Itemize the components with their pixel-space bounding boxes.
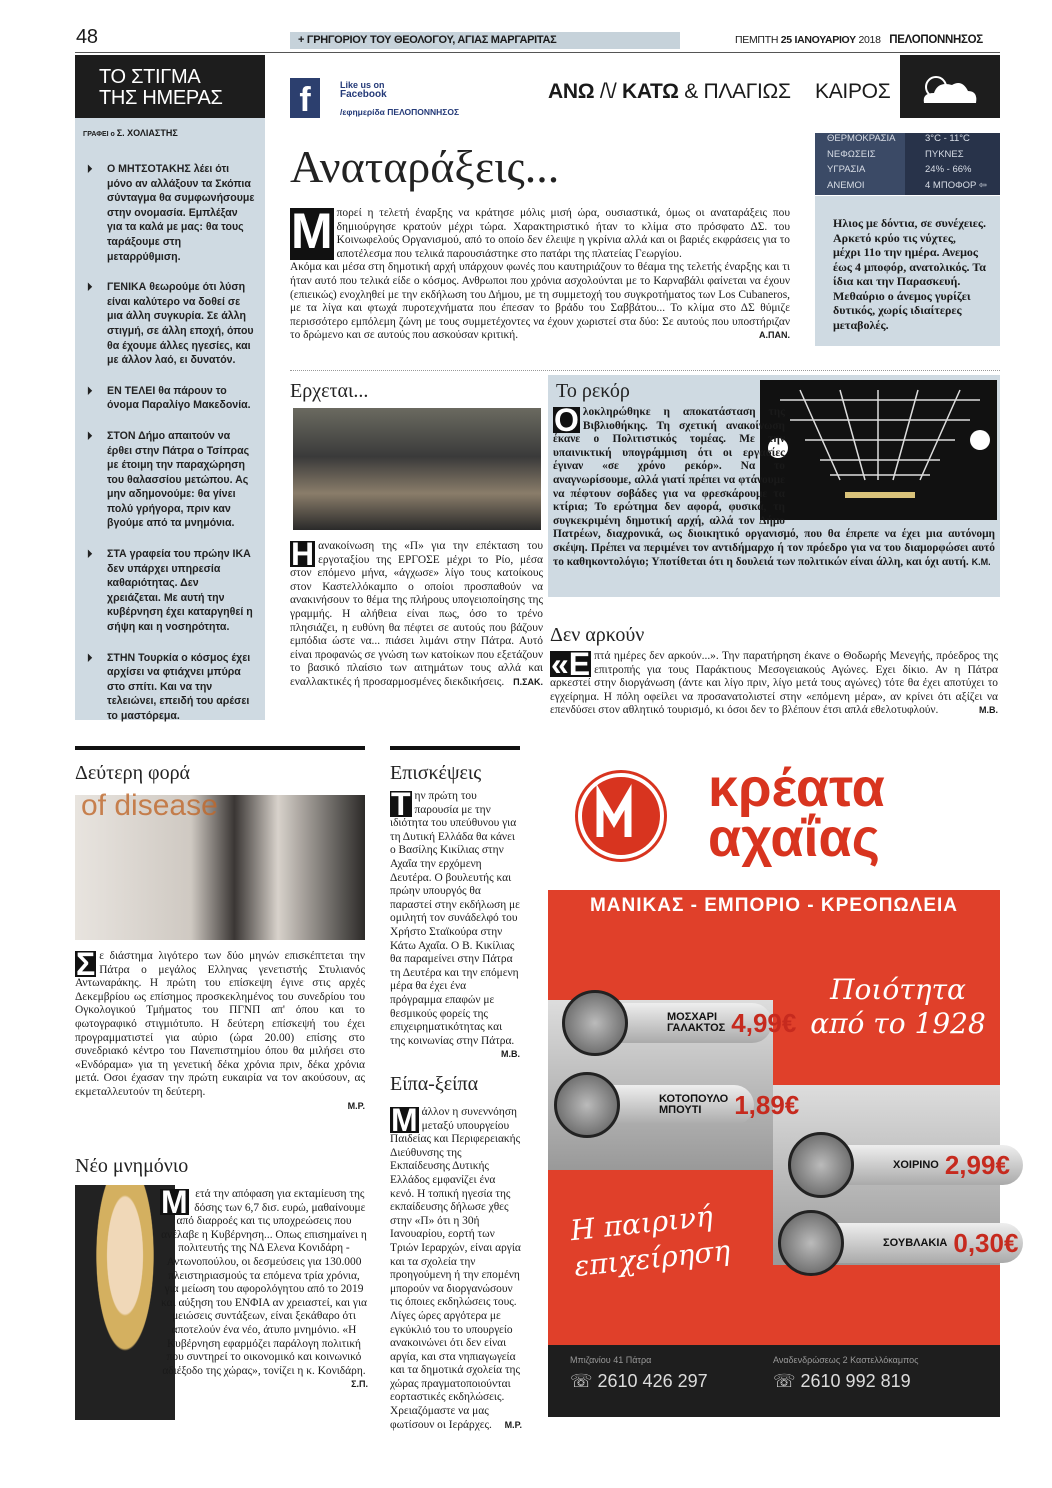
facebook-page: /εφημερίδα ΠΕΛΟΠΟΝΝΗΣΟΣ <box>340 107 460 117</box>
phone-1[interactable]: ☏ 2610 426 297 <box>570 1371 708 1391</box>
main-headline: Αναταράξεις... <box>290 141 560 192</box>
deuteri-body: Σ ε διάστημα λιγότερο των δύο μηνών επισκέπτεται την Πάτρα ο μεγάλος Ελληνας γενετιστής Στυλιανός Αντωναράκης. Η πρώτη του επίσκεψη έγινε στις αρχές Δεκεμβρίου ως επίσημος προσκεκλημένος του συνεδρίου του Ογκολογικού Τμήματος του ΠΓΝΠ απ' όπου και το φωτογραφικό στιγμιότυπο. Η δεύτερη επίσκεψή του έχει προγραμματιστεί για αύριο (ώρα 20.00) επίσης στο συνεδριακό κέντρο του Πανεπιστημίου όπου θα μιλήσει στο «Ενδόραμα» για τη γενετική δέκα χρόνια πριν, δέκα χρόνια μετά. Οσοι έχασαν την πρώτη ευκαιρία να τον ακούσουν, ας εκμεταλλευτούν τη δεύτερη. Μ.Ρ. <box>75 946 365 1111</box>
episkepseis-title: Επισκέψεις <box>390 762 482 784</box>
eipa-body: Μ άλλον η συνεννόηση μεταξύ υπουργείου Παιδείας και Περιφερειακής Διεύθυνσης της Εκπαίδευσης Δυτικής Ελλάδος εμφανίζει ένα κενό. Η τοπική ηγεσία της εκπαίδευσης δήλωσε χθες στην «Π» ότι η 30ή Ιανουαρίου, εορτή των Τριών Ιεραρχών, είναι αργία και τα σχολεία την προηγούμενη ή την επομένη μπορούν να διοργανώσουν τις όποιες εκδηλώσεις τους. Λίγες ώρες αργότερα με εγκύκλιό του το υπουργείο ανακοινώνει ότι δεν είναι αργία, και στα νηπιαγωγεία και τα δημοτικά σχολεία της χώρας πραγματοποιούνται εορταστικές εκδηλώσεις. Χρειαζόμαστε να μας φωτίσουν οι Ιεράρχες. Μ.Ρ. <box>390 1102 522 1431</box>
stigma-title-line1: ΤΟ ΣΤΙΓΜΑ <box>99 66 201 88</box>
weather-row: ΥΓΡΑΣΙΑ 24% - 66% <box>815 164 1000 180</box>
newspaper-name: ΠΕΛΟΠΟΝΝΗΣΟΣ <box>889 34 983 46</box>
day: ΠΕΜΠΤΗ <box>735 34 779 46</box>
weather-table <box>815 133 1000 195</box>
date: 25 ΙΑΝΟΥΑΡΙΟΥ <box>780 34 856 46</box>
price-item: ΜΟΣΧΑΡΙ ΓΑΛΑΚΤΟΣ 4,99€ <box>562 990 772 1043</box>
denarkoun-title: Δεν αρκούν <box>550 624 645 646</box>
facebook-icon: f <box>290 78 320 118</box>
double-arrow-icon: ⏵ <box>87 281 93 294</box>
ad-family-business: Η παιρινή επιχείρηση <box>568 1199 732 1283</box>
brand-name: κρέατα αχαΐας <box>708 758 885 868</box>
ad-tagline: ΜΑΝΙΚΑΣ - ΕΜΠΟΡΙΟ - ΚΡΕΟΠΩΛΕΙΑ <box>589 895 959 916</box>
weather-row: ΝΕΦΩΣΕΙΣ ΠΥΚΝΕΣ <box>815 149 1000 165</box>
double-arrow-icon: ⏵ <box>87 163 93 175</box>
denarkoun-body: «Ε πτά ημέρες δεν αρκούν...». Την παρατήρηση έκανε ο Θοδωρής Μενεγής, πρόεδρος της επιτροπής για τους Παράκτιους Μεσογειακούς Αγώνες. Εχει δίκιο. Αν η Πάτρα αρκεστεί στην διοργάνωση (άντε και λίγο πριν, λίγο μετά τους αγώνες) τότε θα έχει αποτύχει το εγχείρημα. Η πόλη οφείλει να προσανατολιστεί στην «επόμενη μέρα», αν κρίνει ότι αξίζει να επενδύσει στον αθλητικό τουρισμό, κι όσοι δεν το βλέπουν έτσι απλά εθελοτυφλούν. Μ.Β. <box>550 646 998 717</box>
stigma-title-line2: ΤΗΣ ΗΜΕΡΑΣ <box>99 87 223 109</box>
erxetai-body: Η ανακοίνωση της «Π» για την επέκταση του εργοταξίου της ΕΡΓΟΣΕ μέχρι το Ρίο, μέσα στον επόμενο μήνα, «άγχωσε» λίγο τους κατοίκους στον Καστελλόκαμπο ο οποίοι προσπαθούν να ανακινήσουν το θέμα της πλήρους υπογειοποίησης της γραμμής. Η αλήθεια είναι πως, όσο το τρένο πλησιάζει, η ευθύνη θα πέφτει σε αυτούς που βάζουν εμπόδια ώστε να... πιάσει λιμάνι στην Πάτρα. Αυτό είναι προφανώς σε γνώση των κατοίκων που εξετάζουν το βασικό πλαίσιο των αιτημάτων τους αλλά και εναλλακτικές ή προσαρμοσμένες διεκδικήσεις. Π.ΣΑΚ. <box>290 536 544 688</box>
price-item: ΧΟΙΡΙΝΟ 2,99€ <box>788 1132 1023 1185</box>
byline-prefix: ΓΡΑΦΕΙ ο <box>83 131 115 138</box>
product-photo <box>778 1210 844 1276</box>
stigma-column <box>75 118 265 720</box>
mnimonio-body: Μ ετά την απόφαση για εκταμίευση της δόσης των 6,7 δισ. ευρώ, μαθαίνουμε από διαρροές και τις υποχρεώσεις που ανέλαβε η Κυβέρνηση... Οπως επισημαίνει η πολιτευτής της ΝΔ Ελενα Κονιδάρη - Αντωνοπούλου, οι δεσμεύσεις για 130.000 πλειστηριασμούς τα επόμενα τρία χρόνια, για μείωση του αφορολόγητου από το 2019 και αύξηση του ΕΝΦΙΑ αν χρειαστεί, και για μειώσεις συντάξεων, είναι ξεκάθαρο ότι αποτελούν ένα νέο, άτυπο μνημόνιο. «Η Κυβέρνηση εφαρμόζει παράλογη πολιτική που συντηρεί το οικονομικό και κοινωνικό αδιέξοδο της χώρας», τονίζει η κ. Κονιδάρη. Σ.Π. <box>161 1184 368 1390</box>
mnimonio-title: Νέο μνημόνιο <box>75 1155 189 1177</box>
ad-contacts <box>548 1345 1000 1417</box>
byline: Σ. ΧΟΛΙΑΣΤΗΣ <box>116 128 178 138</box>
year: 2018 <box>858 34 881 46</box>
address-2: Αναδενδρώσεως 2 Καστελλόκαμπος <box>773 1355 919 1365</box>
issue-date <box>735 34 983 46</box>
double-arrow-icon: ⏵ <box>87 651 93 664</box>
rekor-body: Ο λοκληρώθηκε η αποκατάσταση της Βιβλιοθήκης. Τη σχετική ανακοίνωση έκανε ο Πολιτιστικός τομέας. Με την υπαινικτική υπογράμμιση ότι οι εργασίες έγιναν «σε χρόνο ρεκόρ». Να το αναγνωρίσουμε, αλλά γιατί πρέπει να φτάνουμε να πέφτουν σοβάδες για να φρεσκάρουμε τα κτίρια; Το ερώτημα δεν αφορά, φυσικά, τη συγκεκριμένη δημοτική αρχή, αλλά τον Δήμο Πατρέων, διαχρονικά, ως διοικητικό οργανισμό, που θα έπρεπε να έχει μια αυτόνομη σκέψη. Πρέπει να περιμένει τον αντιδήμαρχο ή τον πρόεδρο για να του διαμορφώσει αυτό το καθηκοντολόγιο; Υποτίθεται ότι η δουλειά των πολιτικών είναι άλλη, και όχι αυτή. Κ.Μ. <box>553 402 995 568</box>
stigma-item: ⏵ Ο ΜΗΤΣΟΤΑΚΗΣ λέει ότι μόνο αν αλλάξουν τα Σκόπια σύνταγμα θα συμφωνήσουμε στην ονομασία. Εμπλέξαν για τα καλά με μας: θα τους ταράξουμε στη μεταρρύθμιση. <box>87 163 255 263</box>
header-rule <box>75 52 1000 53</box>
cloud-sun-icon <box>900 55 1000 118</box>
eipa-title: Είπα-ξείπα <box>390 1073 479 1095</box>
main-article-body: Μ πορεί η τελετή έναρξης να κράτησε μόλις μισή ώρα, ουσιαστικά, όμως οι αναταράξεις που δημιούργησε κρατούν μέχρι τώρα. Χαρακτηριστικό ήταν το κλίμα στο πρόσφατο ΔΣ. του Κοινωφελούς Οργανισμού, από το οποίο δεν έλειψε η γκρίνια αλλά και οι βαριές εκφράσεις για το αποτέλεσμα που τελικά παρουσιάστηκε στο πατάρι της πλατείας Γεωργίου. Ακόμα και μέσα στη δημοτική αρχή υπάρχουν φωνές που καυτηριάζουν το θέαμα της τελετής έναρξης και τι ήταν αυτό που τελικά είδε ο κόσμος. Ανθρωποι που χρόνια ασχολούνται με το Καρναβάλι φαίνεται να έχουν (επιεικώς) ενοχληθεί με την εκδήλωση του Δήμου, με τη συμμετοχή του συγκροτήματος των Los Cubaneros, με τα λίγα και φτωχά πυροτεχνήματα που έπεσαν το βράδυ του Σαββάτου... Το κλίμα στο ΔΣ θύμιζε περισσότερο εμπόλεμη ζώνη με τους συμμετέχοντες να έχουν χωριστεί στα δύο: Σε αυτούς που υποστήριζαν το δρώμενο και σε αυτούς που ασκούσαν κριτική. Α.ΠΑΝ. <box>290 203 790 342</box>
rule <box>75 746 365 750</box>
price-item: ΣΟΥΒΛΑΚΙΑ 0,30€ <box>778 1210 1023 1263</box>
address-1: Μπιζανίου 41 Πάτρα <box>570 1355 652 1365</box>
stigma-item: ⏵ ΣΤΟΝ Δήμο απαιτούν να έρθει στην Πάτρα ο Τσίπρας με έτοιμη την παραχώρηση του θαλασσίου μετώπου. Ας μην αδημονούμε: θα γίνει πολύ γρήγορα, πριν καν βγούμε από τα μνημόνια. <box>87 429 250 530</box>
stigma-item: ⏵ ΣΤΑ γραφεία του πρώην ΙΚΑ δεν υπάρχει υπηρεσία καθαριότητας. Δεν χρειάζεται. Με αυτή την κυβέρνηση έχει καταργηθεί η σήψη και η νοσηρότητα. <box>87 548 253 634</box>
stigma-title-box <box>75 55 265 118</box>
advertisement[interactable] <box>548 745 1019 1417</box>
weather-forecast: Ηλιος με δόντια, σε συνέχειες. Αρκετό κρύο τις νύχτες, μέχρι 11ο την ημέρα. Ανεμος έως 4 μποφόρ, ανατολικός. Τα ίδια και την Παρασκευή. Μεθαύριο ο άνεμος γυρίζει δυτικός, χωρίς ιδιαίτερες μεταβολές. <box>815 196 1000 346</box>
product-photo <box>554 1072 620 1138</box>
saints-of-day: + ΓΡΗΓΟΡΙΟΥ ΤΟΥ ΘΕΟΛΟΓΟΥ, ΑΓΙΑΣ ΜΑΡΓΑΡΙΤΑΣ <box>290 32 680 49</box>
facebook-promo[interactable] <box>290 78 480 120</box>
stigma-item: ⏵ ΕΝ ΤΕΛΕΙ θα πάρουν το όνομα Παραλίγο Μακεδονία. <box>87 384 251 412</box>
ad-quality: Ποιότητα από το 1928 <box>810 973 986 1040</box>
price-item: ΚΟΤΟΠΟΥΛΟ ΜΠΟΥΤΙ 1,89€ <box>554 1072 754 1125</box>
rule <box>390 746 520 750</box>
divider <box>290 370 1000 371</box>
section-title: ΑΝΩ /\/ ΚΑΤΩ & ΠΛΑΓΙΩΣ <box>548 80 791 103</box>
double-arrow-icon: ⏵ <box>87 429 93 442</box>
stigma-item: ⏵ ΓΕΝΙΚΑ θεωρούμε ότι λύση είναι καλύτερο να δοθεί σε μια άλλη συγκυρία. Σε άλλη στιγμή, σε άλλη εποχή, όπου θα έχουμε άλλες ηγεσίες, και με άλλον λαό, ει δυνατόν. <box>87 281 254 367</box>
double-arrow-icon: ⏵ <box>87 548 93 561</box>
photo-caption-text: of disease <box>81 789 218 822</box>
weather-title: ΚΑΙΡΟΣ <box>815 80 891 103</box>
phone-2[interactable]: ☏ 2610 992 819 <box>773 1371 911 1391</box>
double-arrow-icon: ⏵ <box>87 384 93 397</box>
deuteri-photo <box>75 789 365 940</box>
weather-row: ΘΕΡΜΟΚΡΑΣΙΑ 3°C - 11°C <box>815 133 1000 149</box>
product-photo <box>562 990 628 1056</box>
deuteri-title: Δεύτερη φορά <box>75 762 191 784</box>
weather-row: ΑΝΕΜΟΙ 4 ΜΠΟΦΟΡ ⇦ <box>815 180 1000 196</box>
weather-box <box>900 55 1000 118</box>
erxetai-title: Ερχεται... <box>290 380 369 402</box>
page-number: 48 <box>76 26 98 48</box>
brand-logo-icon <box>578 773 664 859</box>
episkepseis-body: Τ ην πρώτη του παρουσία με την ιδιότητα του υπεύθυνου για τη Δυτική Ελλάδα θα κάνει ο Βασίλης Κικίλιας στην Αχαΐα την ερχόμενη Δευτέρα. Ο βουλευτής και πρώην υπουργός θα παραστεί στην εκδήλωση με ομιλητή τον συνάδελφό του Χρήστο Σταϊκούρα στην Κάτω Αχαΐα. Ο Β. Κικίλιας θα παραμείνει στην Πάτρα τη Δευτέρα και την επόμενη μέρα θα έχει ένα πρόγραμμα επαφών με θεσμικούς φορείς της επιχειρηματικότητας και της κοινωνίας στην Πάτρα. Μ.Β. <box>390 786 520 1060</box>
product-photo <box>788 1132 854 1198</box>
erxetai-photo <box>293 408 541 530</box>
facebook-like: Like us on Facebook <box>340 80 387 100</box>
rekor-title: Το ρεκόρ <box>556 380 630 402</box>
stigma-item: ⏵ ΣΤΗΝ Τουρκία ο κόσμος έχει αρχίσει να φτιάχνει μπύρα στο σπίτι. Και να την τελειώνει, επειδή του αρέσει το μαστόρεμα. <box>87 651 251 722</box>
